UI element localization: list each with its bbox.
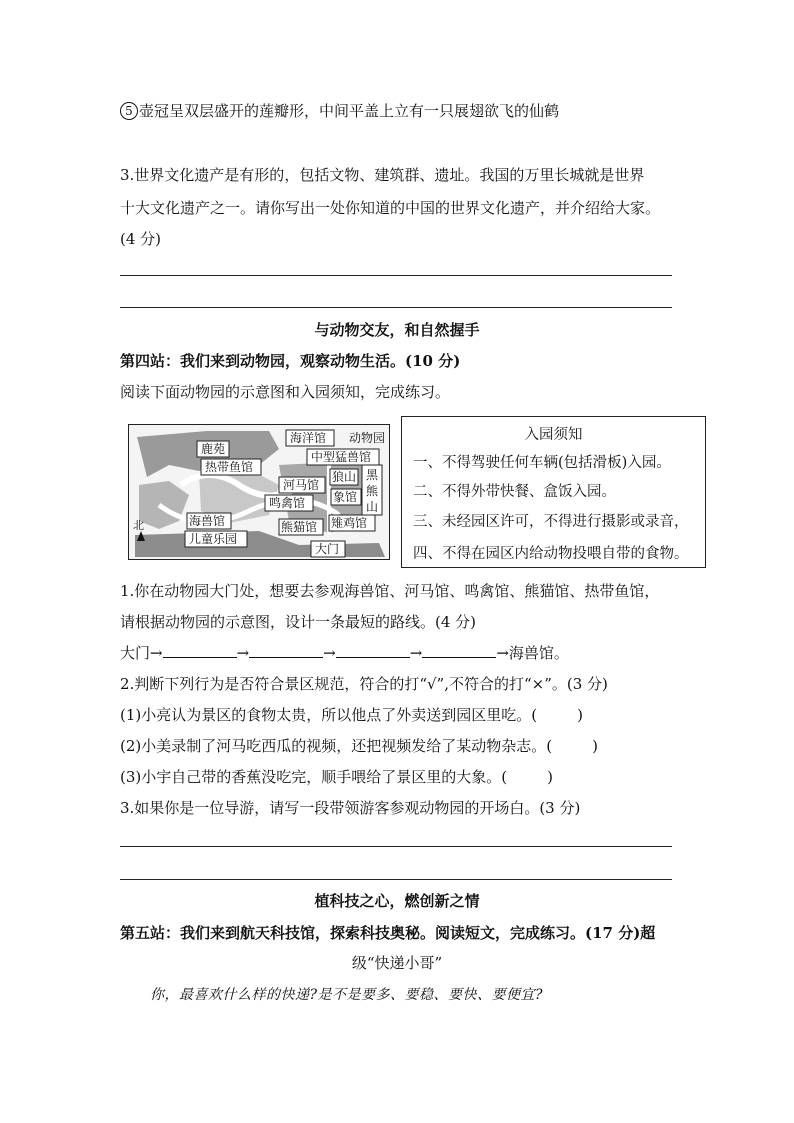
map-label-tropical-fish: 热带鱼馆: [205, 460, 254, 474]
circled-number: 5: [120, 102, 138, 120]
map-region: [139, 481, 189, 529]
s4-q2-item-text: (3)小宇自己带的香蕉没吃完，顺手喂给了景区里的大象。(: [120, 768, 508, 786]
route-blank-4[interactable]: [422, 643, 496, 658]
notice-item: 四、不得在园区内给动物投喂自带的食物。: [413, 546, 689, 562]
route-arrow: →: [409, 644, 423, 662]
notice-item: 一、不得驾驶任何车辆(包括滑板)入园。: [413, 455, 671, 471]
map-title: 动物园: [349, 431, 386, 445]
route-blank-2[interactable]: [249, 643, 323, 658]
map-label-deer: 鹿苑: [201, 442, 226, 456]
notice-title: 入园须知: [524, 427, 583, 443]
notice-item: 二、不得外带快餐、盒饭入园。: [413, 484, 616, 500]
zoo-map-drawing: [129, 425, 391, 561]
s4-q2-item: [120, 767, 553, 787]
section4-station: 第四站：我们来到动物园，观察动物生活。(10 分): [120, 352, 461, 370]
section4-heading: 与动物交友，和自然握手: [314, 321, 480, 339]
s4-q1-line2: 请根据动物园的示意图，设计一条最短的路线。(4 分): [120, 613, 477, 631]
map-label-panda: 熊猫馆: [281, 520, 318, 534]
q3-line2: 十大文化遗产之一。请你写出一处你知道的中国的世界文化遗产，并介绍给大家。: [120, 199, 661, 217]
section4-intro: 阅读下面动物园的示意图和入园须知，完成练习。: [120, 383, 451, 401]
route-end: →海兽馆。: [496, 644, 569, 662]
map-label-birds: 鸣禽馆: [269, 496, 306, 510]
article-title: 级“快递小哥”: [351, 954, 443, 972]
s4-q2-item-text: (1)小亮认为景区的食物太贵，所以他点了外卖送到园区里吃。(: [120, 706, 538, 724]
map-label-ocean: 海洋馆: [290, 431, 327, 445]
answer-line[interactable]: [120, 275, 672, 276]
answer-line[interactable]: [120, 846, 672, 847]
close-paren: ): [547, 768, 553, 786]
q3-line1: 3.世界文化遗产是有形的，包括文物、建筑群、遗址。我国的万里长城就是世界: [120, 166, 645, 184]
map-label-bear3: 山: [366, 500, 379, 514]
answer-line[interactable]: [120, 307, 672, 308]
s4-q2-item: [120, 736, 598, 756]
route-start: 大门→: [120, 644, 163, 662]
route-arrow: →: [323, 644, 336, 662]
map-region: [135, 531, 385, 557]
item-5: [120, 101, 559, 121]
answer-line[interactable]: [120, 879, 672, 880]
entry-notice: [401, 416, 706, 568]
map-label-bear1: 黑: [366, 468, 379, 482]
map-north: 北: [133, 519, 144, 532]
s4-q2-item-text: (2)小美录制了河马吃西瓜的视频，还把视频发给了某动物杂志。(: [120, 737, 553, 755]
route-line: [120, 643, 569, 663]
map-label-kids-park: 儿童乐园: [189, 532, 238, 546]
section5-station: 第五站：我们来到航天科技馆，探索科技奥秘。阅读短文，完成练习。(17 分)超: [120, 924, 656, 942]
s4-q2: 2.判断下列行为是否符合景区规范，符合的打“√”,不符合的打“×”。(3 分): [120, 675, 608, 693]
map-label-sea-animals: 海兽馆: [189, 514, 226, 528]
map-label-hippo: 河马馆: [283, 478, 320, 492]
map-label-elephant: 象馆: [333, 490, 358, 504]
s4-q3: 3.如果你是一位导游，请写一段带领游客参观动物园的开场白。(3 分): [120, 799, 581, 817]
close-paren: ): [577, 706, 583, 724]
map-label-pheasant: 雉鸡馆: [331, 516, 368, 530]
map-label-wolf: 狼山: [332, 470, 357, 484]
notice-item: 三、未经园区许可，不得进行摄影或录音，: [413, 514, 689, 530]
article-paragraph: 你，最喜欢什么样的快递?是不是要多、要稳、要快、要便宜?: [150, 987, 544, 1003]
route-blank-3[interactable]: [336, 643, 410, 658]
s4-q1-line1: 1.你在动物园大门处，想要去参观海兽馆、河马馆、鸣禽馆、熊猫馆、热带鱼馆，: [120, 582, 660, 600]
route-blank-1[interactable]: [163, 643, 237, 658]
zoo-map: [128, 424, 390, 560]
map-label-bear2: 熊: [366, 484, 379, 498]
map-label-gate: 大门: [315, 542, 340, 556]
s4-q2-item: [120, 705, 583, 725]
map-label-beasts: 中型猛兽馆: [311, 450, 372, 464]
item-5-text: 壶冠呈双层盛开的莲瓣形，中间平盖上立有一只展翅欲飞的仙鹤: [139, 102, 560, 120]
close-paren: ): [592, 737, 598, 755]
route-arrow: →: [236, 644, 250, 662]
q3-line3: (4 分): [120, 230, 162, 248]
section5-heading: 植科技之心，燃创新之情: [314, 892, 480, 910]
